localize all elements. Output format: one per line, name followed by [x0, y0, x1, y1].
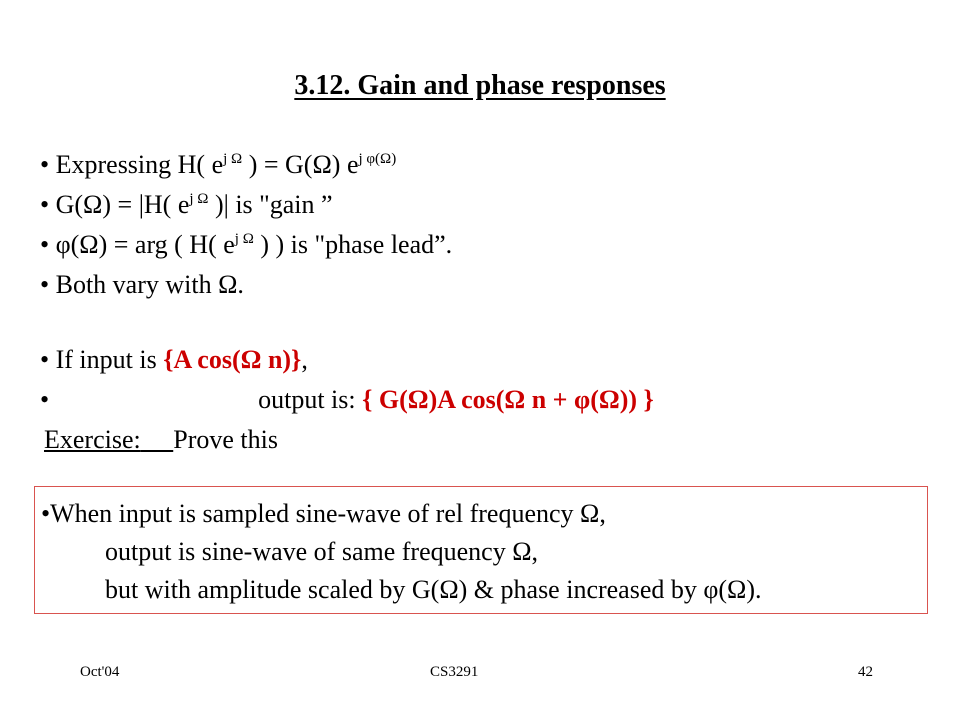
bullet-mark: • — [40, 345, 50, 374]
exercise-text: Prove this — [173, 425, 278, 454]
bullet-input — [40, 345, 308, 375]
input-formula: {A cos(Ω n)} — [163, 345, 302, 374]
bullet-mark: • — [40, 190, 50, 219]
bullet-vary — [40, 270, 244, 300]
bullet-mark: • — [40, 230, 50, 259]
footer-course: CS3291 — [430, 664, 479, 680]
expr-part: ) = G(Ω) e — [248, 150, 359, 179]
expr-part: φ(Ω) = arg ( H( e — [55, 230, 235, 259]
summary-line: but with amplitude scaled by G(Ω) & phase increased by φ(Ω). — [105, 575, 762, 604]
line-text: , — [301, 345, 308, 374]
bullet-mark: • — [40, 150, 50, 179]
output-formula: { G(Ω)A cos(Ω n + φ(Ω)) } — [362, 385, 654, 414]
summary-line: output is sine-wave of same frequency Ω, — [105, 537, 539, 566]
expr-part: Expressing H( e — [55, 150, 224, 179]
exercise-label: Exercise: — [44, 425, 141, 454]
exponent: j Ω — [223, 151, 243, 167]
footer-date: Oct'04 — [80, 664, 120, 680]
slide-title: 3.12. Gain and phase responses — [294, 70, 666, 101]
exponent: j φ(Ω) — [358, 151, 397, 167]
bullet-output — [40, 385, 654, 415]
bullet-phase — [40, 230, 452, 260]
exercise-line — [44, 425, 278, 455]
expr-part: G(Ω) = |H( e — [55, 190, 190, 219]
bullet-gain — [40, 190, 333, 220]
expr-part: )| is "gain ” — [214, 190, 333, 219]
line-text: output is: — [258, 385, 356, 414]
footer-page-number: 42 — [858, 664, 873, 680]
bullet-expressing — [40, 150, 396, 180]
summary-box — [34, 486, 928, 614]
line-text: Both vary with Ω. — [55, 270, 244, 299]
bullet-mark: • — [40, 385, 50, 414]
exponent: j Ω — [234, 231, 254, 247]
expr-part: ) ) is "phase lead”. — [260, 230, 453, 259]
line-text: If input is — [55, 345, 157, 374]
summary-line: •When input is sampled sine-wave of rel frequency Ω, — [41, 499, 606, 528]
bullet-mark: • — [40, 270, 50, 299]
exponent: j Ω — [189, 191, 209, 207]
